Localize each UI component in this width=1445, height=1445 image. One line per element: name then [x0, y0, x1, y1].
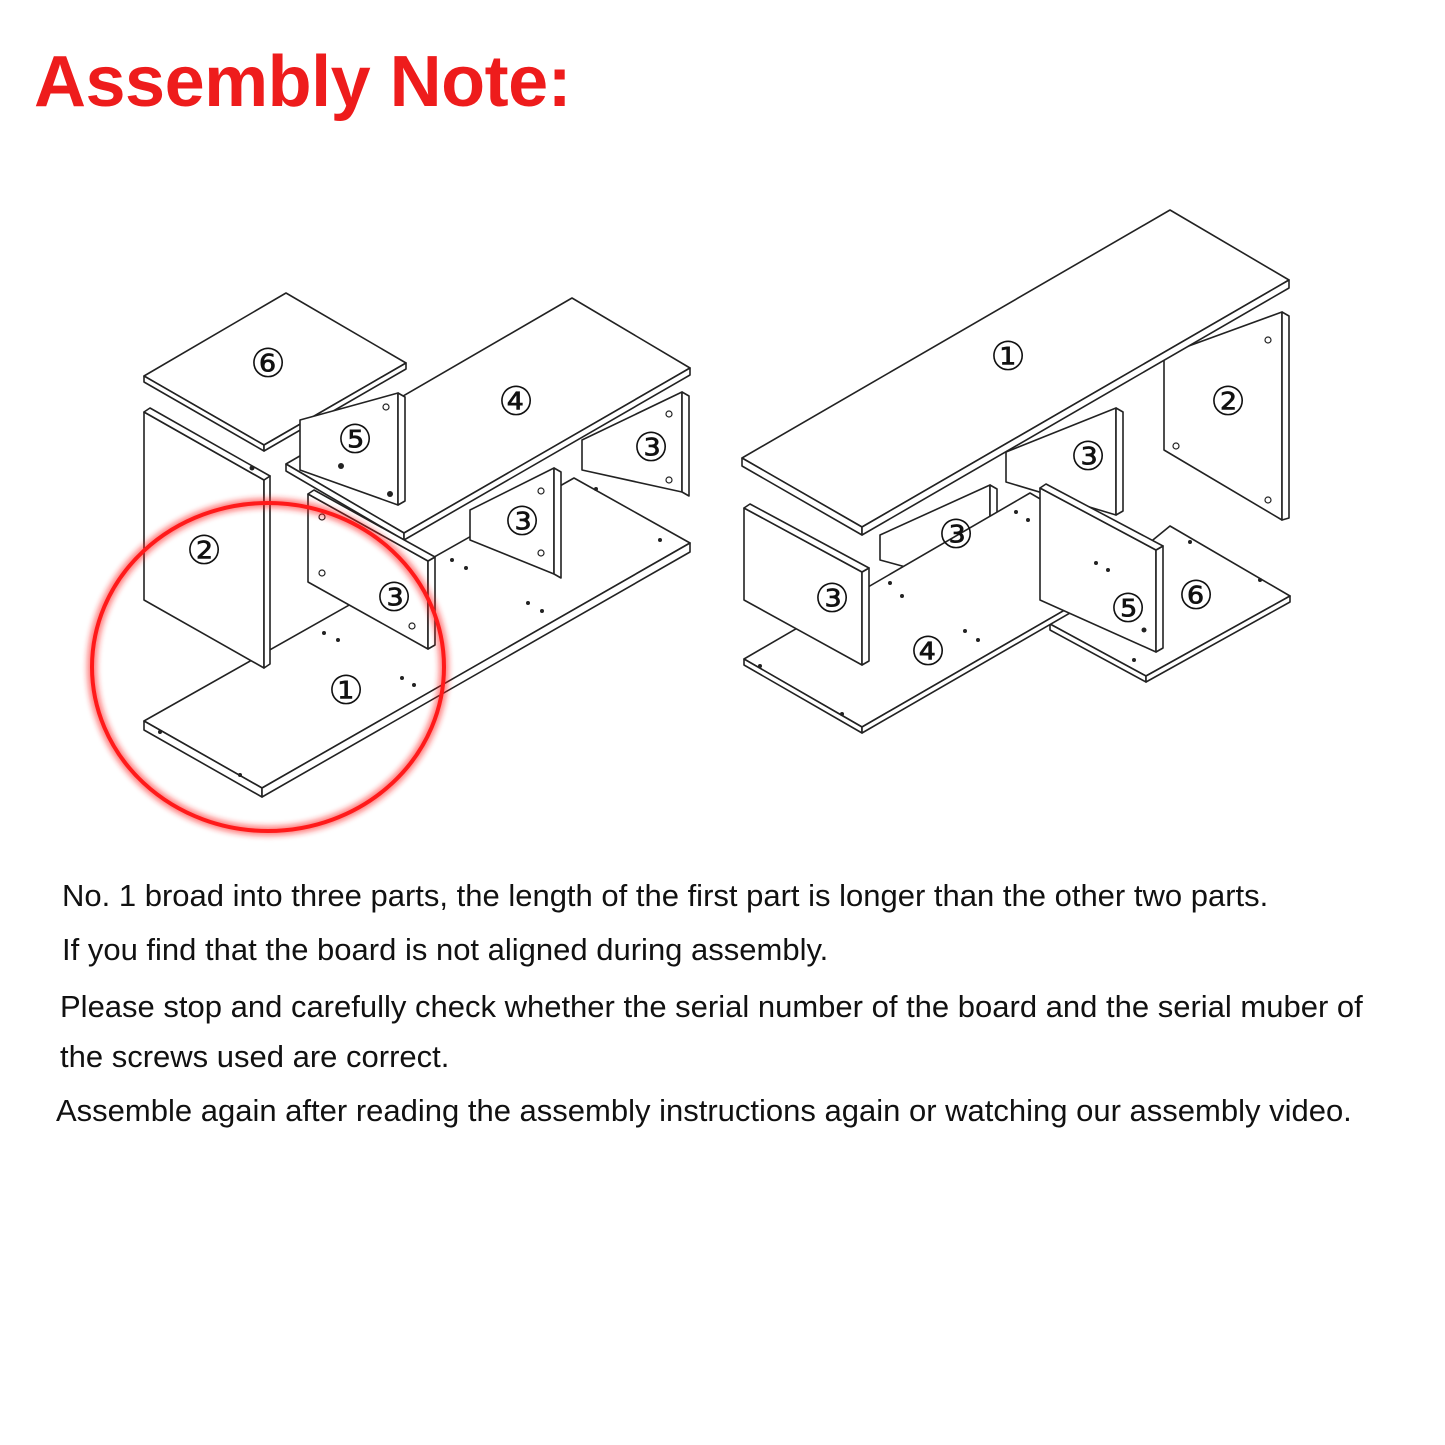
- left-label-3-middle: ③: [504, 499, 540, 545]
- right-label-3-middle: ③: [938, 512, 974, 558]
- right-label-3-front: ③: [814, 576, 850, 622]
- right-label-6: ⑥: [1178, 573, 1214, 619]
- right-assembly: [742, 210, 1290, 733]
- note-1: No. 1 broad into three parts, the length of the first part is longer than the other two parts.: [62, 878, 1269, 913]
- right-label-5: ⑤: [1110, 586, 1146, 632]
- right-label-4: ④: [910, 629, 946, 675]
- page-title: Assembly Note:: [34, 42, 572, 122]
- left-label-4: ④: [498, 379, 534, 425]
- left-label-1: ①: [328, 668, 364, 714]
- left-assembly: [144, 293, 690, 797]
- left-label-5: ⑤: [337, 417, 373, 463]
- right-label-1: ①: [990, 334, 1026, 380]
- right-label-3-rear: ③: [1070, 434, 1106, 480]
- left-label-3-rear: ③: [633, 425, 669, 471]
- right-label-2: ②: [1210, 379, 1246, 425]
- left-label-3-front: ③: [376, 575, 412, 621]
- note-4: Assemble again after reading the assembly instructions again or watching our assembly video.: [56, 1093, 1352, 1128]
- note-3: Please stop and carefully check whether the serial number of the board and the serial muber of the screws used are correct.: [60, 989, 1363, 1074]
- left-label-6: ⑥: [250, 341, 286, 387]
- left-label-2: ②: [186, 528, 222, 574]
- assembly-diagram: [0, 160, 1445, 860]
- note-2: If you find that the board is not aligned during assembly.: [62, 932, 829, 967]
